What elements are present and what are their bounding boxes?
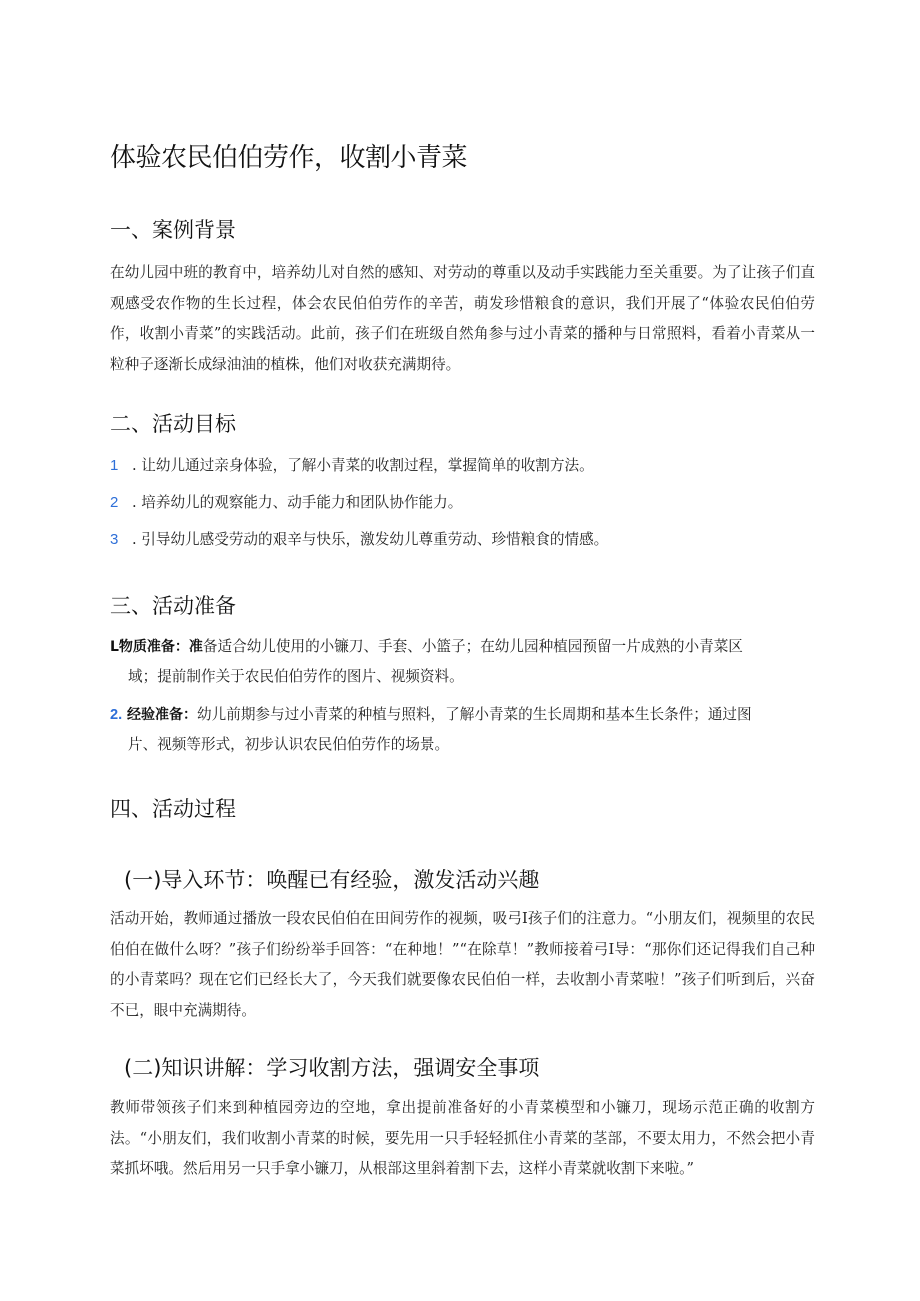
prep-text-line2: 域；提前制作关于农民伯伯劳作的图片、视频资料。: [128, 668, 464, 685]
knowledge-paragraph: 教师带领孩子们来到种植园旁边的空地，拿出提前准备好的小青菜模型和小镰刀，现场示范正确的收割方法。“小朋友们，我们收割小青菜的时候，要先用一只手轻轻抓住小青菜的茎部，不要太用力，不然会把小青菜抓坏哦。然后用另一只手拿小镰刀，从根部这里斜着割下去，这样小青菜就收割下来啦。”: [110, 1099, 815, 1177]
section-heading-goals: 二、活动目标: [110, 412, 236, 436]
goal-item: [110, 454, 594, 475]
goal-number: 3: [110, 531, 119, 548]
prep-item-material: [110, 632, 790, 692]
section-heading-process: 四、活动过程: [110, 797, 236, 821]
goal-item: [110, 491, 462, 512]
document-title: 体验农民伯伯劳作，收割小青菜: [110, 143, 468, 173]
prep-text-line1: 幼儿前期参与过小青菜的种植与照料，了解小青菜的生长周期和基本生长条件；通过图: [197, 706, 752, 723]
section-heading-background: 一、案例背景: [110, 218, 236, 242]
prep-label: L物质准备：准: [110, 639, 203, 655]
intro-paragraph: 活动开始，教师通过播放一段农民伯伯在田间劳作的视频，吸弓I孩子们的注意力。“小朋友们，视频里的农民伯伯在做什么呀？”孩子们纷纷举手回答：“在种地！”“在除草！”教师接着弓I导：“那你们还记得我们自己种的小青菜吗？现在它们已经长大了，今天我们就要像农民伯伯一样，去收割小青菜啦！”孩子们听到后，兴奋不已，眼中充满期待。: [110, 910, 815, 1019]
goal-item: [110, 528, 608, 549]
goal-text: . 让幼儿通过亲身体验，了解小青菜的收割过程，掌握简单的收割方法。: [132, 457, 594, 474]
prep-text-line2: 片、视频等形式，初步认识农民伯伯劳作的场景。: [128, 736, 450, 753]
prep-item-experience: [110, 700, 790, 760]
section-heading-preparation: 三、活动准备: [110, 594, 236, 618]
subsection-heading-intro: (一)导入环节：唤醒已有经验，激发活动兴趣: [124, 868, 540, 892]
prep-number: 2.: [110, 707, 123, 723]
background-paragraph: 在幼儿园中班的教育中，培养幼儿对自然的感知、对劳动的尊重以及动手实践能力至关重要。为了让孩子们直观感受农作物的生长过程，体会农民伯伯劳作的辛苦，萌发珍惜粮食的意识，我们开展了“体验农民伯伯劳作，收割小青菜”的实践活动。此前，孩子们在班级自然角参与过小青菜的播种与日常照料，看着小青菜从一粒种子逐渐长成绿油油的植株，他们对收获充满期待。: [110, 264, 815, 373]
goal-text: . 引导幼儿感受劳动的艰辛与快乐，激发幼儿尊重劳动、珍惜粮食的情感。: [132, 531, 609, 548]
goal-number: 1: [110, 457, 119, 474]
subsection-heading-knowledge: (二)知识讲解：学习收割方法，强调安全事项: [124, 1056, 540, 1080]
goal-text: . 培养幼儿的观察能力、动手能力和团队协作能力。: [132, 494, 463, 511]
prep-label: 经验准备：: [122, 707, 198, 723]
goal-number: 2: [110, 494, 119, 511]
prep-text-line1: 备适合幼儿使用的小镰刀、手套、小篮子；在幼儿园种植园预留一片成熟的小青菜区: [202, 638, 743, 655]
